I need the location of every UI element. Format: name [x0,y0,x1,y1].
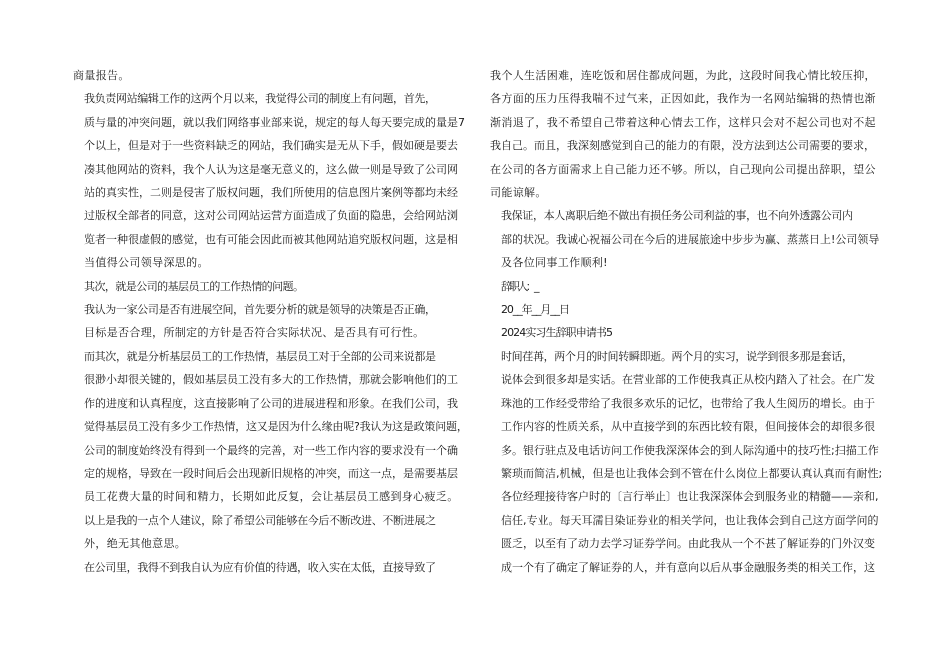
paragraph [73,275,468,298]
paragraph [73,556,468,579]
text-line: 其次，就是公司的基层员工的工作热情的问题。 [84,279,304,293]
text-line: 个以上，但是对于一些资料缺乏的网站，我们确实是无从下手，假如硬是要去 [84,139,458,153]
text-line: 匮乏，以至有了动力去学习证券学问。由此我从一个不甚了解证券的门外汉变 [501,537,875,551]
text-line: 觉得基层员工没有多少工作热情，这又是因为什么缘由呢?我认为这是政策问题， [84,420,468,434]
text-line: 在公司里，我得不到我自认为应有价值的待遇，收入实在太低，直接导致了 [84,560,436,574]
text-line: 目标是否合理，所制定的方针是否符合实际状况、是否具有可行性。 [84,326,425,340]
text-line: 公司的制度始终没有得到一个最终的完善，对一些工作内容的要求没有一个确 [84,443,458,457]
text-line: 外，绝无其他意思。 [84,537,187,551]
right-text-column [490,64,885,579]
paragraph [490,275,885,298]
text-line: 辞职人：_ [501,279,537,293]
text-line: 很渺小却很关键的，假如基层员工没有多大的工作热情，那就会影响他们的工 [84,373,458,387]
text-line: 员工花费大量的时间和精力，长期如此反复，会让基层员工感到身心疲乏。 [84,490,459,504]
paragraph [490,64,885,204]
text-line: 珠池的工作经受带给了我很多欢乐的记忆，也带给了我人生阅历的增长。由于 [501,396,875,410]
text-line: 我负责网站编辑工作的这两个月以来，我觉得公司的制度上有问题，首先， [84,92,436,106]
text-line: 我自己。而且，我深刻感觉到自己的能力的有限，没方法到达公司需要的要求， [490,139,875,153]
text-line: 及各位同事工作顺利! [501,256,608,270]
text-line: 2024实习生辞职申请书5 [501,326,613,340]
text-line: 览者一种很虚假的感觉，也有可能会因此而被其他网站追究版权问题，这是相 [84,232,458,246]
text-line: 多。银行驻点及电话访问工作使我深深体会的到人际沟通中的技巧性;扫描工作 [501,443,879,457]
text-line: 信任,专业。每天耳濡目染证券业的相关学问，也让我体会到自己这方面学问的 [501,513,879,527]
text-line: 以上是我的一点个人建议，除了希望公司能够在今后不断改进、不断进展之 [84,513,436,527]
text-line: 我认为一家公司是否有进展空间，首先要分析的就是领导的决策是否正确， [84,303,436,317]
text-line: 说体会到很多却是实话。在营业部的工作使我真正从校内踏入了社会。在广发 [501,373,875,387]
text-line: 定的规格，导致在一段时间后会出现新旧规格的冲突，而这一点，是需要基层 [84,466,458,480]
paragraph [490,204,885,274]
text-line: 站的真实性，二则是侵害了版权问题，我们所使用的信息图片案例等都均未经 [84,186,458,200]
text-line: 20__年__月__日 [501,303,569,317]
text-line: 司能谅解。 [490,186,547,200]
text-line: 而其次，就是分析基层员工的工作热情，基层员工对于全部的公司来说都是 [84,349,436,363]
text-line: 在公司的各方面需求上自己能力还不够。所以，自己现向公司提出辞职，望公 [490,162,876,176]
paragraph [490,345,885,579]
paragraph [490,321,885,344]
paragraph [73,298,468,345]
text-line: 当值得公司领导深思的。 [84,256,209,270]
text-line: 工作内容的性质关系，从中直接学到的东西比较有限，但间接体会的却很多很 [501,420,875,434]
paragraph [490,298,885,321]
text-line: 我保证，本人离职后绝不做出有损任务公司利益的事，也不向外透露公司内 [501,209,853,223]
text-line: 作的进度和认真程度，这直接影响了公司的进展进程和形象。在我们公司，我 [84,396,458,410]
text-line: 过版权全部者的同意，这对公司网站运营方面造成了负面的隐患，会给网站浏 [84,209,458,223]
text-line: 商量报告。 [73,69,130,82]
text-line: 各方面的压力压得我喘不过气来，正因如此，我作为一名网站编辑的热情也渐 [490,92,876,106]
left-text-column [73,64,468,579]
text-line: 成一个有了确定了解证券的人，并有意向以后从事金融服务类的相关工作，这 [501,560,875,574]
paragraph [73,87,468,274]
text-line: 各位经理接待客户时的〔言行举止〕也让我深深体会到服务业的精髓——亲和, [501,490,879,504]
paragraph [73,64,468,87]
text-line: 凑其他网站的资料，我个人认为这是毫无意义的，这么做一则是导致了公司网 [84,162,458,176]
text-line: 质与量的冲突问题，就以我们网络事业部来说，规定的每人每天要完成的量是7 [84,115,465,129]
paragraph [73,345,468,509]
paragraph [73,509,468,556]
text-line: 渐消退了，我不希望自己带着这种心情去工作，这样只会对不起公司也对不起 [490,115,876,129]
text-line: 部的状况。我诚心祝福公司在今后的进展旅途中步步为赢、蒸蒸日上!公司领导 [501,232,880,246]
text-line: 我个人生活困难，连吃饭和居住都成问题，为此，这段时间我心情比较压抑， [490,69,876,82]
text-line: 繁琐而简洁,机械，但是也让我体会到不管在什么岗位上都要认真认真而有耐性; [501,466,883,480]
text-line: 时间荏苒，两个月的时间转瞬即逝。两个月的实习，说学到很多那是套话， [501,349,853,363]
